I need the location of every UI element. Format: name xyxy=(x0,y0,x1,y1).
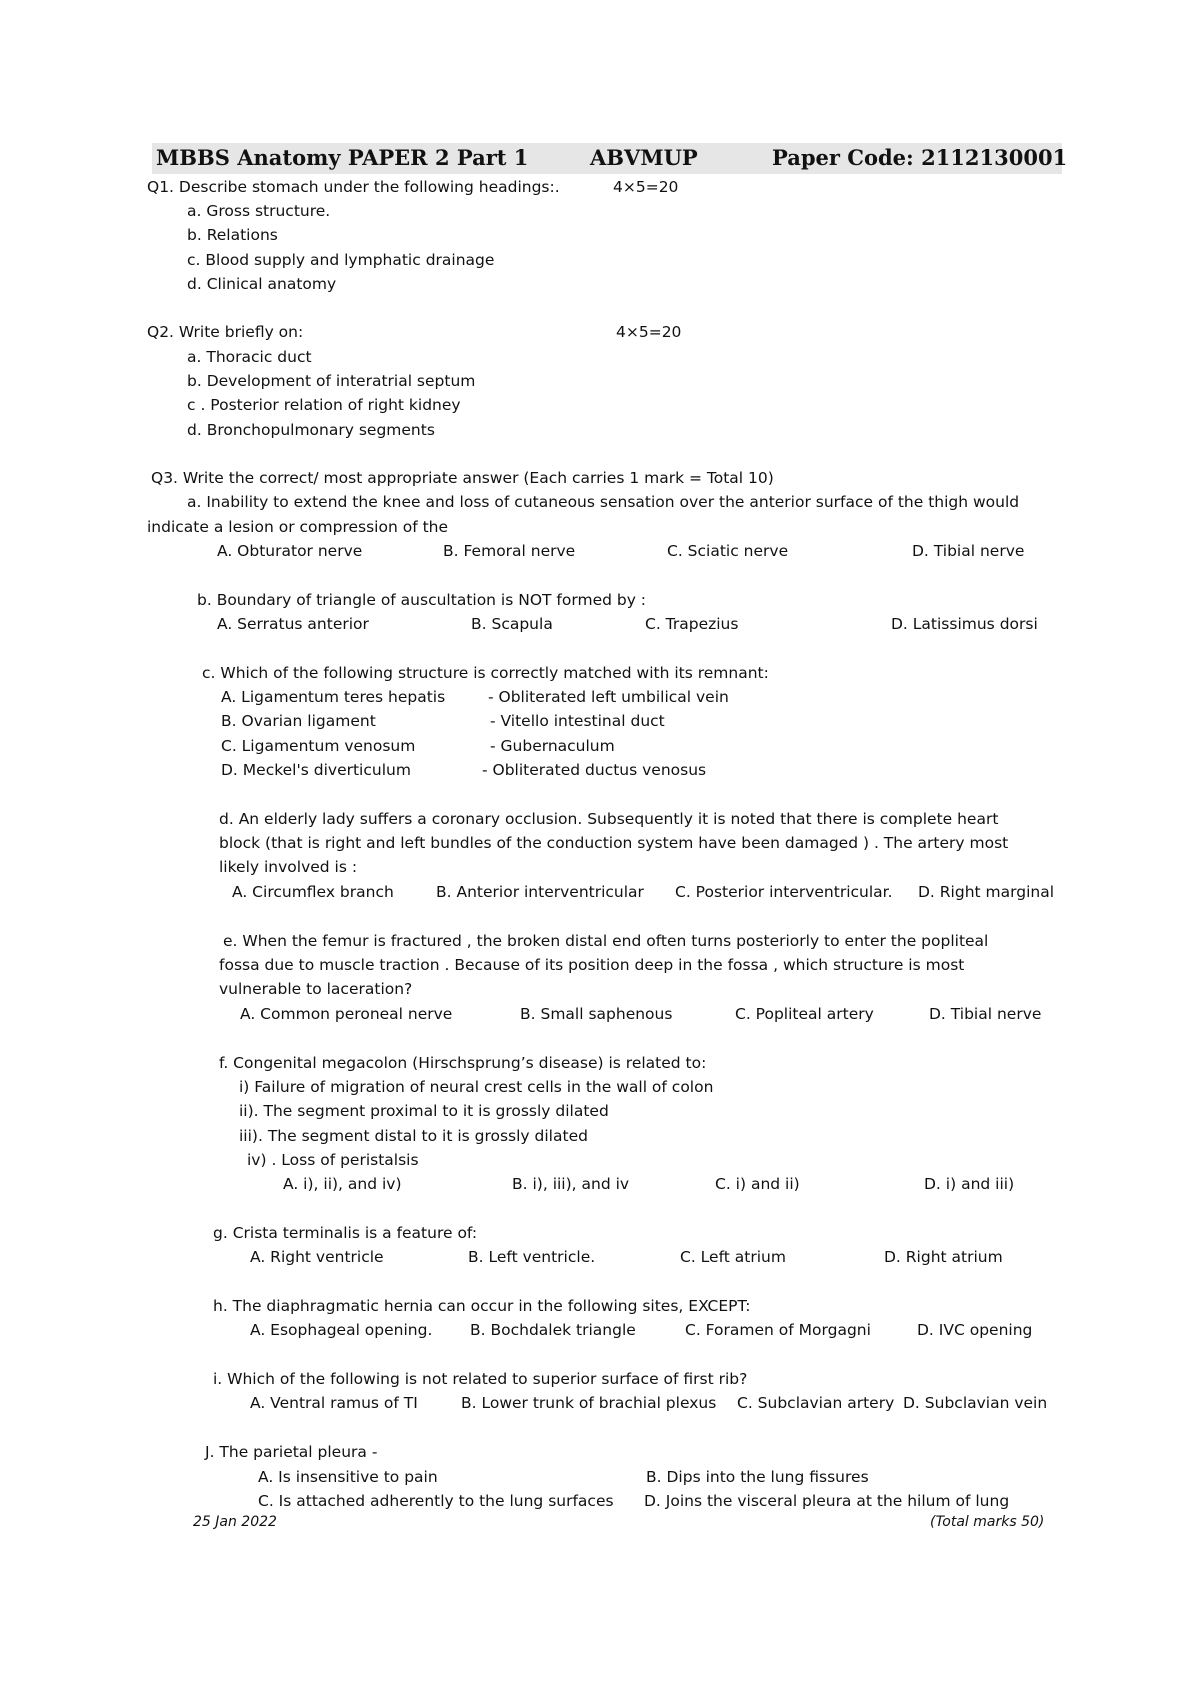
q1-item: d. Clinical anatomy xyxy=(187,275,337,293)
q3h-option: D. IVC opening xyxy=(917,1321,1033,1339)
q3c-pair-left: B. Ovarian ligament xyxy=(221,712,376,730)
q3c-pair-left: D. Meckel's diverticulum xyxy=(221,761,411,779)
q3a-option: B. Femoral nerve xyxy=(443,542,576,560)
paper-code: Paper Code: 2112130001 xyxy=(772,145,1068,170)
q3e-option: B. Small saphenous xyxy=(520,1005,673,1023)
q3g-option: B. Left ventricle. xyxy=(468,1248,596,1266)
q3b-option: B. Scapula xyxy=(471,615,553,633)
q3g-option: A. Right ventricle xyxy=(250,1248,384,1266)
q3j-option: B. Dips into the lung fissures xyxy=(646,1468,869,1486)
q3i-option: A. Ventral ramus of TI xyxy=(250,1394,418,1412)
q3a-line: a. Inability to extend the knee and loss of cutaneous sensation over the anterior surface of the thigh would xyxy=(187,493,1020,511)
q3c-pair-right: - Obliterated left umbilical vein xyxy=(488,688,729,706)
q3-stem: Q3. Write the correct/ most appropriate answer (Each carries 1 mark = Total 10) xyxy=(151,469,774,487)
q2-marks: 4×5=20 xyxy=(616,323,682,341)
q3f-option: C. i) and ii) xyxy=(715,1175,800,1193)
q1-item: b. Relations xyxy=(187,226,278,244)
q3f-option: D. i) and iii) xyxy=(924,1175,1015,1193)
q2-item: b. Development of interatrial septum xyxy=(187,372,476,390)
q3d-option: B. Anterior interventricular xyxy=(436,883,644,901)
q3b-option: C. Trapezius xyxy=(645,615,739,633)
q2-item: a. Thoracic duct xyxy=(187,348,312,366)
q3f-item: iv) . Loss of peristalsis xyxy=(247,1151,419,1169)
q3i-option: B. Lower trunk of brachial plexus xyxy=(461,1394,717,1412)
q1-stem: Q1. Describe stomach under the following headings:. xyxy=(147,178,560,196)
q3c-pair-left: C. Ligamentum venosum xyxy=(221,737,416,755)
q3a-line: indicate a lesion or compression of the xyxy=(147,518,449,536)
q3d-line: d. An elderly lady suffers a coronary occlusion. Subsequently it is noted that there is complete heart xyxy=(219,810,999,828)
paper-title: MBBS Anatomy PAPER 2 Part 1 xyxy=(156,145,529,170)
q3c-pair-right: - Vitello intestinal duct xyxy=(490,712,665,730)
q1-item: a. Gross structure. xyxy=(187,202,331,220)
q3f-stem: f. Congenital megacolon (Hirschsprung’s disease) is related to: xyxy=(219,1054,707,1072)
q2-stem: Q2. Write briefly on: xyxy=(147,323,304,341)
q3f-item: i) Failure of migration of neural crest cells in the wall of colon xyxy=(239,1078,714,1096)
q3f-option: B. i), iii), and iv xyxy=(512,1175,630,1193)
q3i-stem: i. Which of the following is not related to superior surface of first rib? xyxy=(213,1370,748,1388)
q3e-option: C. Popliteal artery xyxy=(735,1005,874,1023)
q3j-option: A. Is insensitive to pain xyxy=(258,1468,438,1486)
q3a-option: A. Obturator nerve xyxy=(217,542,363,560)
q3j-option: C. Is attached adherently to the lung surfaces xyxy=(258,1492,614,1510)
q3h-option: C. Foramen of Morgagni xyxy=(685,1321,871,1339)
q3h-stem: h. The diaphragmatic hernia can occur in the following sites, EXCEPT: xyxy=(213,1297,751,1315)
q3b-option: D. Latissimus dorsi xyxy=(891,615,1038,633)
q3j-option: D. Joins the visceral pleura at the hilum of lung xyxy=(644,1492,1010,1510)
q3c-pair-right: - Gubernaculum xyxy=(490,737,615,755)
q3h-option: A. Esophageal opening. xyxy=(250,1321,433,1339)
q3c-pair-right: - Obliterated ductus venosus xyxy=(482,761,707,779)
q3e-line: e. When the femur is fractured , the broken distal end often turns posteriorly to enter the popliteal xyxy=(223,932,989,950)
q3a-option: D. Tibial nerve xyxy=(912,542,1025,560)
q3i-option: D. Subclavian vein xyxy=(903,1394,1048,1412)
q3h-option: B. Bochdalek triangle xyxy=(470,1321,636,1339)
university-name: ABVMUP xyxy=(590,145,698,170)
q1-item: c. Blood supply and lymphatic drainage xyxy=(187,251,495,269)
q2-item: d. Bronchopulmonary segments xyxy=(187,421,435,439)
footer-total-marks: (Total marks 50) xyxy=(930,1514,1045,1530)
q3c-stem: c. Which of the following structure is correctly matched with its remnant: xyxy=(202,664,769,682)
q2-item: c . Posterior relation of right kidney xyxy=(187,396,461,414)
q3d-option: A. Circumflex branch xyxy=(232,883,394,901)
q3d-line: likely involved is : xyxy=(219,858,358,876)
q3b-option: A. Serratus anterior xyxy=(217,615,369,633)
q3i-option: C. Subclavian artery xyxy=(737,1394,895,1412)
q3g-option: D. Right atrium xyxy=(884,1248,1003,1266)
q3f-option: A. i), ii), and iv) xyxy=(283,1175,402,1193)
q3e-line: fossa due to muscle traction . Because of its position deep in the fossa , which structure is most xyxy=(219,956,965,974)
q3e-line: vulnerable to laceration? xyxy=(219,980,413,998)
q3d-option: D. Right marginal xyxy=(918,883,1055,901)
q1-marks: 4×5=20 xyxy=(613,178,679,196)
q3b-stem: b. Boundary of triangle of auscultation is NOT formed by : xyxy=(197,591,647,609)
q3f-item: iii). The segment distal to it is grossly dilated xyxy=(239,1127,588,1145)
q3e-option: D. Tibial nerve xyxy=(929,1005,1042,1023)
q3g-option: C. Left atrium xyxy=(680,1248,786,1266)
q3f-item: ii). The segment proximal to it is grossly dilated xyxy=(239,1102,609,1120)
footer-date: 25 Jan 2022 xyxy=(193,1514,277,1530)
q3g-stem: g. Crista terminalis is a feature of: xyxy=(213,1224,478,1242)
q3c-pair-left: A. Ligamentum teres hepatis xyxy=(221,688,446,706)
q3d-option: C. Posterior interventricular. xyxy=(675,883,893,901)
q3a-option: C. Sciatic nerve xyxy=(667,542,789,560)
q3j-stem: J. The parietal pleura - xyxy=(205,1443,378,1461)
q3d-line: block (that is right and left bundles of the conduction system have been damaged ) . The artery most xyxy=(219,834,1009,852)
q3e-option: A. Common peroneal nerve xyxy=(240,1005,453,1023)
